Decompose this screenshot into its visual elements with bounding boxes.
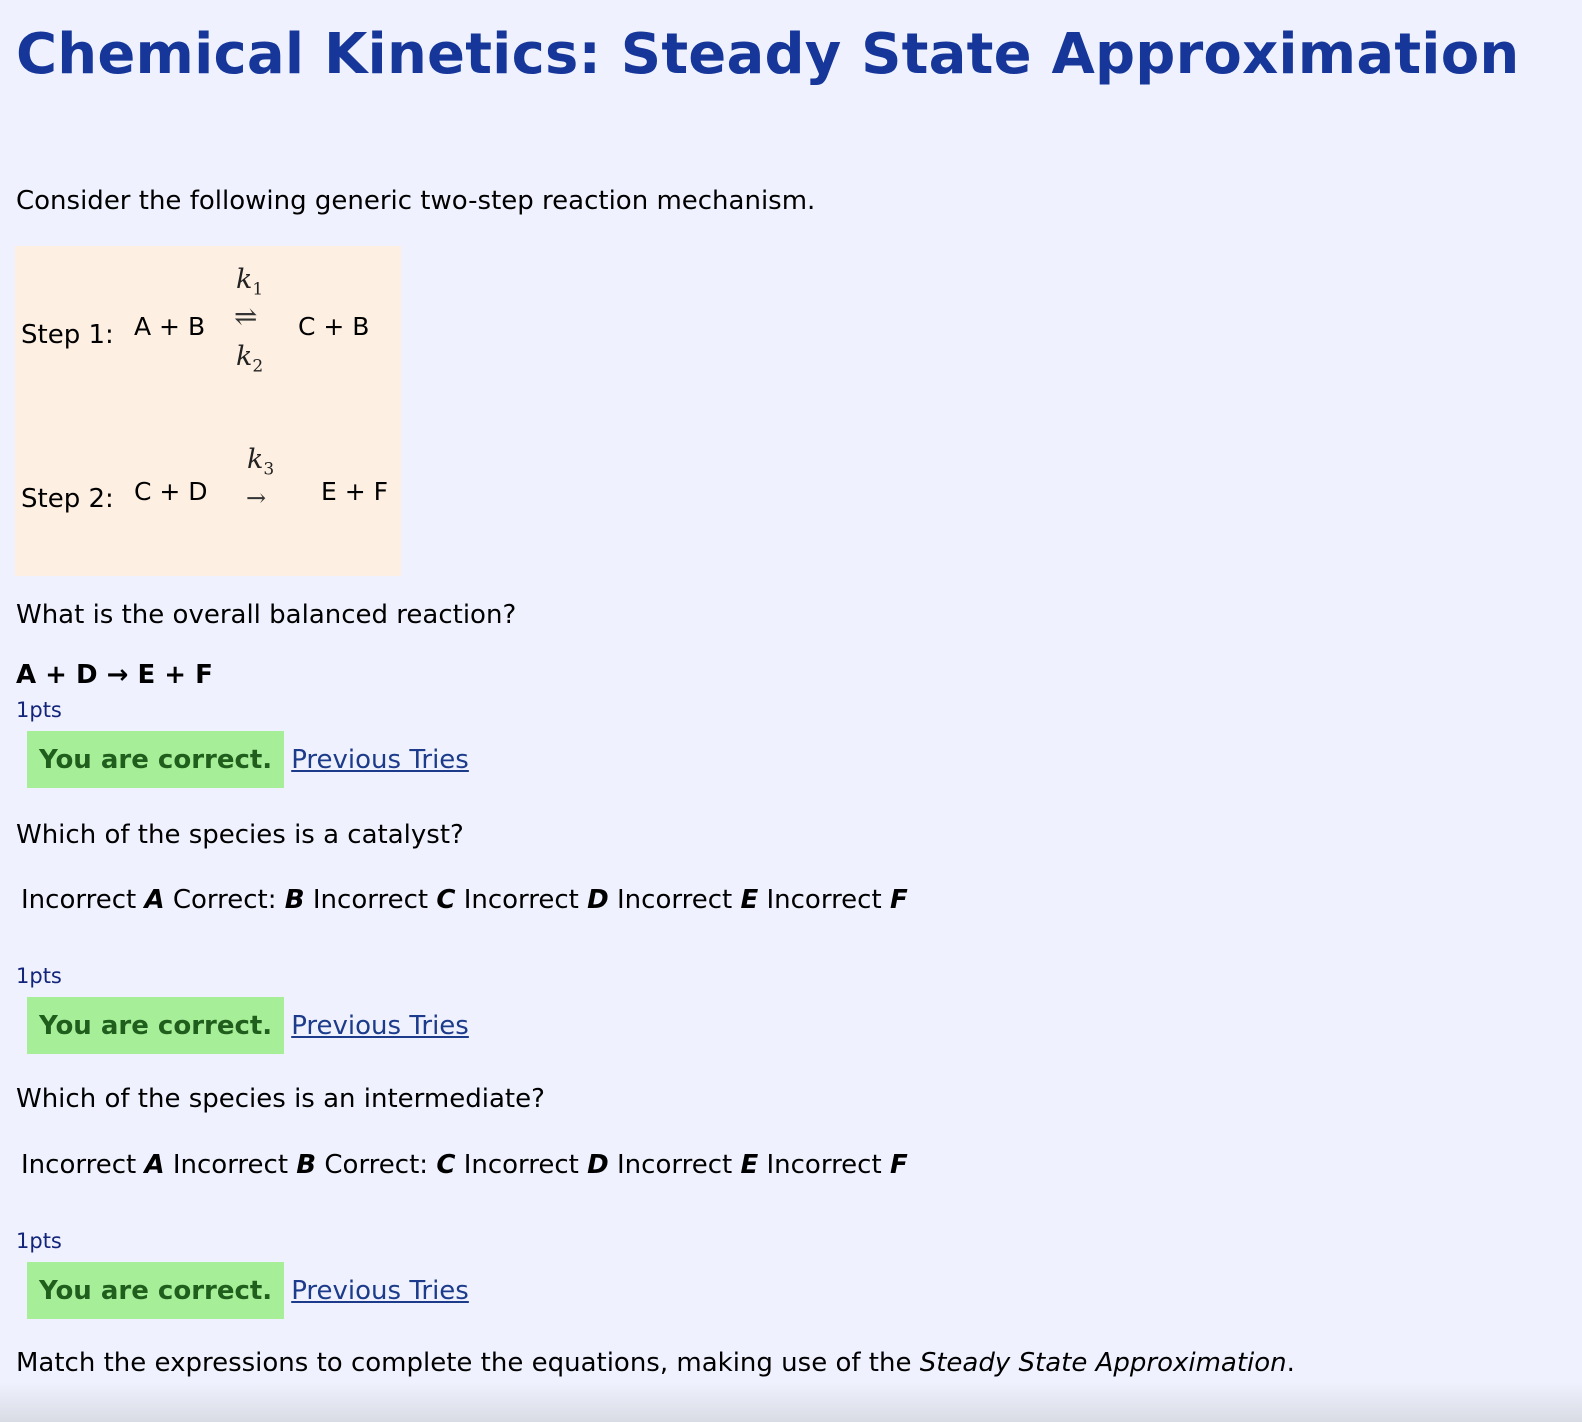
q2-correct-message: You are correct. (27, 997, 284, 1054)
choice-letter: A (144, 1150, 165, 1180)
q3-feedback (27, 1262, 469, 1319)
choice-status: Incorrect (463, 1150, 579, 1180)
q1-points: 1pts (16, 698, 62, 722)
step2-k: $k_3$ (247, 444, 275, 480)
q1-previous-tries-link[interactable]: Previous Tries (291, 744, 469, 775)
page-title: Chemical Kinetics: Steady State Approximation (16, 22, 1520, 87)
choice-status: Correct: (324, 1150, 429, 1180)
q1-feedback (27, 731, 469, 788)
choice-status: Incorrect (617, 885, 733, 915)
question-intermediate: Which of the species is an intermediate? (16, 1084, 545, 1114)
choice-status: Incorrect (172, 1150, 289, 1180)
step1-label: Step 1: (21, 320, 114, 350)
choice-status: Incorrect (463, 885, 579, 915)
choice-letter: B (284, 885, 305, 915)
bottom-fade (0, 1382, 1582, 1422)
choice-status: Incorrect (766, 1150, 882, 1180)
match-text-emphasis: Steady State Approximation (919, 1348, 1287, 1378)
choice-letter: A (144, 885, 165, 915)
q3-previous-tries-link[interactable]: Previous Tries (291, 1275, 469, 1306)
choice-letter: B (296, 1150, 317, 1180)
catalyst-choices (21, 885, 908, 915)
q2-points: 1pts (16, 964, 62, 988)
equilibrium-arrow-icon: ⇌ (234, 300, 258, 333)
q3-correct-message: You are correct. (27, 1262, 284, 1319)
mechanism-box (15, 246, 401, 576)
choice-letter: D (587, 885, 609, 915)
intermediate-choices (21, 1150, 908, 1180)
choice-letter: E (740, 1150, 759, 1180)
match-text-after: . (1286, 1348, 1295, 1378)
q2-feedback (27, 997, 469, 1054)
choice-status: Incorrect (766, 885, 882, 915)
step1-k-reverse: $k_2$ (236, 341, 264, 377)
match-instruction (16, 1348, 1295, 1378)
step2-products: E + F (321, 477, 389, 506)
choice-letter: C (436, 885, 456, 915)
step1-reactants: A + B (134, 312, 206, 341)
step2-reactants: C + D (134, 477, 208, 506)
step1-products: C + B (298, 312, 370, 341)
match-text-before: Match the expressions to complete the equations, making use of the (16, 1348, 920, 1378)
q2-previous-tries-link[interactable]: Previous Tries (291, 1010, 469, 1041)
choice-status: Incorrect (21, 1150, 137, 1180)
choice-status: Correct: (172, 885, 277, 915)
choice-letter: C (436, 1150, 456, 1180)
choice-status: Incorrect (617, 1150, 733, 1180)
step1-k-forward: $k_1$ (236, 264, 264, 300)
choice-letter: D (587, 1150, 609, 1180)
q3-points: 1pts (16, 1229, 62, 1253)
overall-reaction-answer: A + D → E + F (16, 660, 213, 690)
choice-status: Incorrect (21, 885, 137, 915)
choice-letter: F (889, 1150, 908, 1180)
question-catalyst: Which of the species is a catalyst? (16, 820, 464, 850)
forward-arrow-icon: → (246, 484, 267, 512)
choice-letter: E (740, 885, 759, 915)
choice-letter: F (889, 885, 908, 915)
q1-correct-message: You are correct. (27, 731, 284, 788)
choice-status: Incorrect (312, 885, 429, 915)
intro-text: Consider the following generic two-step reaction mechanism. (16, 186, 816, 216)
step2-label: Step 2: (21, 484, 114, 514)
question-overall-reaction: What is the overall balanced reaction? (16, 600, 517, 630)
